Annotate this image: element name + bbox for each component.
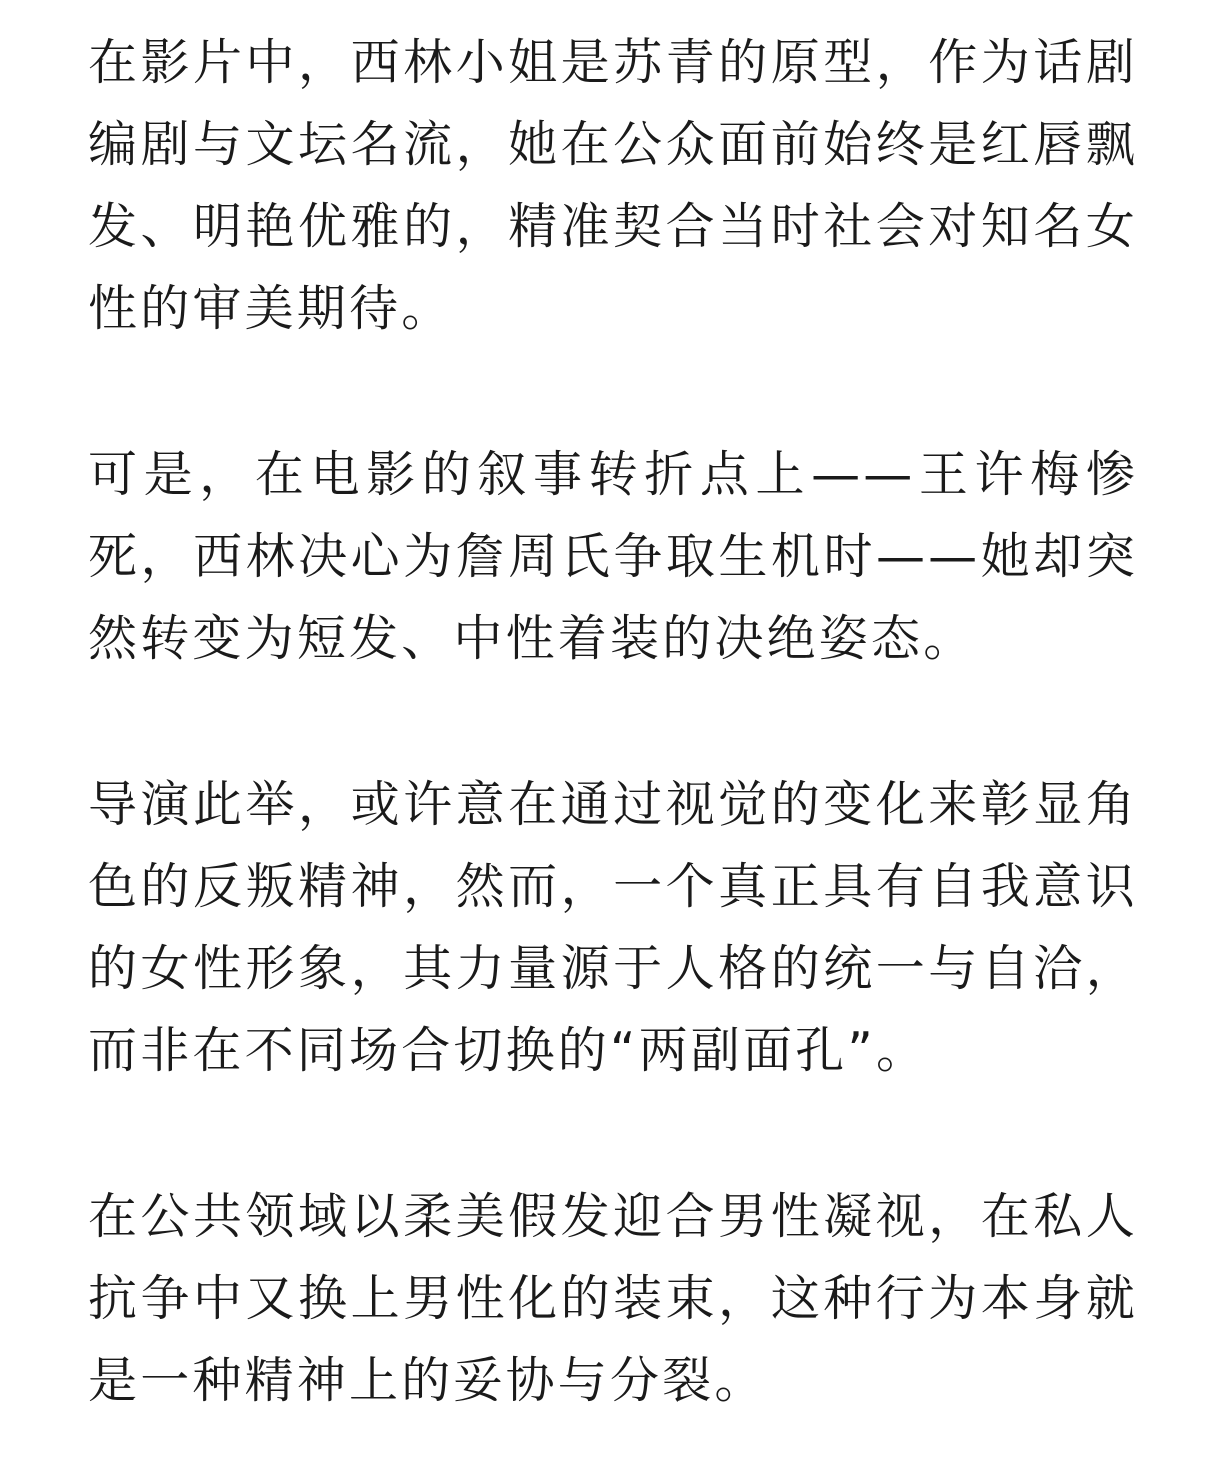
paragraph-4: 在公共领域以柔美假发迎合男性凝视，在私人抗争中又换上男性化的装束，这种行为本身就是一种精神上的妥协与分裂。 — [88, 1188, 1138, 1409]
paragraph-3: 导演此举，或许意在通过视觉的变化来彰显角色的反叛精神，然而，一个真正具有自我意识的女性形象，其力量源于人格的统一与自洽，而非在不同场合切换的“两副面孔”。 — [88, 776, 1138, 1079]
paragraph-1: 在影片中，西林小姐是苏青的原型，作为话剧编剧与文坛名流，她在公众面前始终是红唇飘发、明艳优雅的，精准契合当时社会对知名女性的审美期待。 — [88, 34, 1138, 337]
article-body — [88, 22, 1138, 1422]
paragraph-2: 可是，在电影的叙事转折点上——王许梅惨死，西林决心为詹周氏争取生机时——她却突然转变为短发、中性着装的决绝姿态。 — [88, 446, 1138, 667]
